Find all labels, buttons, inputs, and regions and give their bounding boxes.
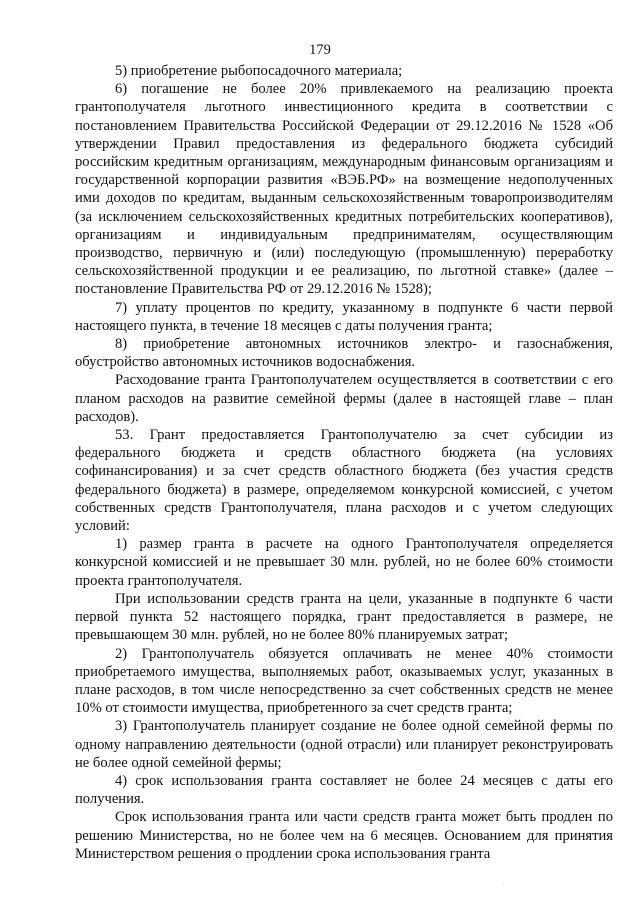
paragraph-grant-spending: Расходование гранта Грантополучателем осуществляется в соответствии с его планом расходов на развитие семейной фермы (далее в настоящей главе – план расходов).: [75, 372, 613, 425]
page-number: 179: [309, 42, 331, 58]
paragraph-item-7: 7) уплату процентов по кредиту, указанному в подпункте 6 части первой настоящего пункта, в течение 18 месяцев с даты получения гранта;: [75, 299, 613, 334]
paragraph-item-5: 5) приобретение рыбопосадочного материала;: [115, 63, 403, 79]
paragraph-item-6: 6) погашение не более 20% привлекаемого на реализацию проекта грантополучателя льготного инвестиционного кредита в соответствии с постановлением Правительства Российской Федерации от 29.12.2016 № 1528 «Об утверждении Правил предоставления из федерального бюджета субсидий российским кредитным организациям, международным финансовым организациям и государственной корпорации развития «ВЭБ.РФ» на возмещение недополученных ими доходов по кредитам, выданным сельскохозяйственным товаропроизводителям (за исключением сельскохозяйственных кредитных потребительских кооперативов), организациям и индивидуальным предпринимателям, осуществляющим производство, первичную и (или) последующую (промышленную) переработку сельскохозяйственной продукции и ее реализацию, по льготной ставке» (далее – постановление Правительства РФ от 29.12.2016 № 1528);: [75, 81, 613, 298]
footer-mark: .: [503, 880, 505, 886]
paragraph-condition-2: 2) Грантополучатель обязуется оплачивать не менее 40% стоимости приобретаемого имущества, выполняемых работ, оказываемых услуг, указанных в плане расходов, в том числе непосредственно за счет собственных средств не менее 10% от стоимости имущества, приобретенного за счет средств гранта;: [75, 645, 613, 717]
paragraph-condition-3: 3) Грантополучатель планирует создание не более одной семейной фермы по одному направлению деятельности (одной отрасли) или планирует реконструировать не более одной семейной фермы;: [75, 718, 613, 771]
paragraph-extension: Срок использования гранта или части средств гранта может быть продлен по решению Министерства, но не более чем на 6 месяцев. Основанием для принятия Министерством решения о продлении срока использования гранта: [75, 809, 613, 862]
paragraph-condition-4: 4) срок использования гранта составляет не более 24 месяцев с даты его получения.: [75, 772, 613, 808]
paragraph-condition-1: 1) размер гранта в расчете на одного Грантополучателя определяется конкурсной комиссией и не превышает 30 млн. рублей, но не более 60% стоимости проекта грантополучателя.: [75, 536, 613, 589]
document-body: [75, 62, 613, 863]
paragraph-item-8: 8) приобретение автономных источников электро- и газоснабжения, обустройство автономных источников водоснабжения.: [75, 336, 613, 371]
paragraph-grant-use: При использовании средств гранта на цели, указанные в подпункте 6 части первой пункта 52 настоящего порядка, грант предоставляется в размере, не превышающем 30 млн. рублей, но не более 80% планируемых затрат;: [75, 590, 613, 644]
paragraph-clause-53: 53. Грант предоставляется Грантополучателю за счет субсидии из федерального бюджета и средств областного бюджета (на условиях софинансирования) и за счет средств областного бюджета (без участия средств федерального бюджета) в размере, определяемом конкурсной комиссией, с учетом собственных средств Грантополучателя, плана расходов и с учетом следующих условий:: [75, 427, 613, 535]
